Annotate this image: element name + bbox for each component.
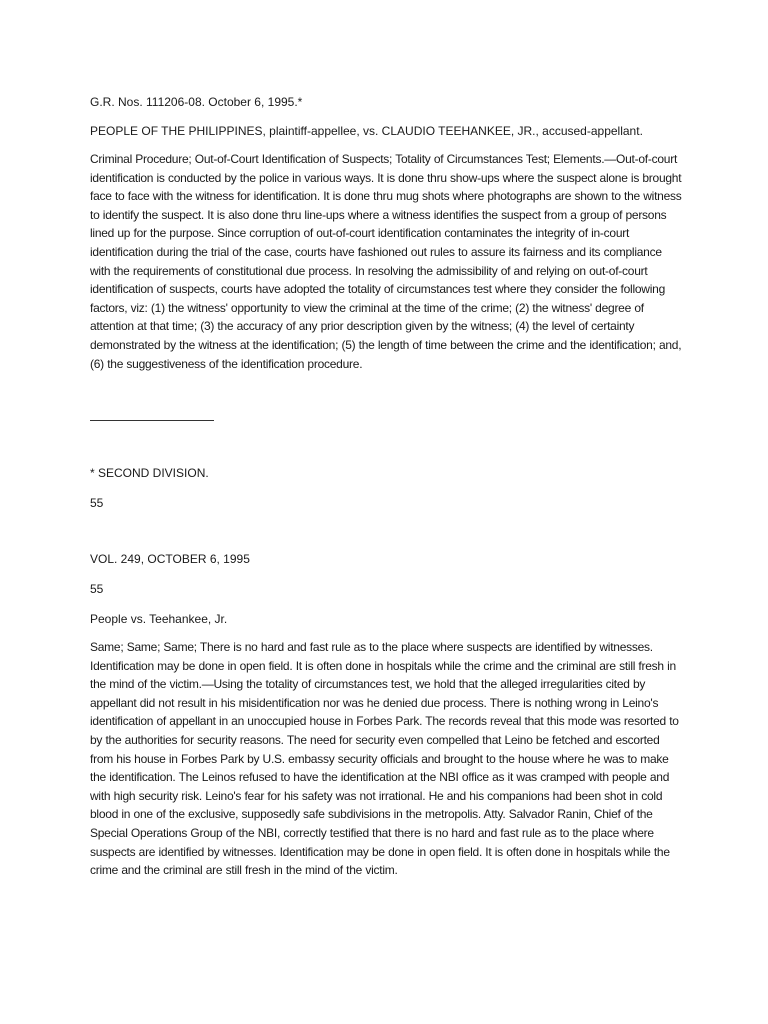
footnote-division: * SECOND DIVISION. xyxy=(90,466,209,480)
case-parties: PEOPLE OF THE PHILIPPINES, plaintiff-appellee, vs. CLAUDIO TEEHANKEE, JR., accused-appellant. xyxy=(90,124,643,138)
syllabus-paragraph-1: Criminal Procedure; Out-of-Court Identification of Suspects; Totality of Circumstances Test; Elements.—Out-of-court identification is conducted by the police in various ways. It is done thru show-ups where the suspect alone is brought face to face with the witness for identification. It is done thru mug shots where photographs are shown to the witness to identify the suspect. It is also done thru line-ups where a witness identifies the suspect from a group of persons lined up for the purpose. Since corruption of out-of-court identification contaminates the integrity of in-court identification during the trial of the case, courts have fashioned out rules to assure its fairness and its compliance with the requirements of constitutional due process. In resolving the admissibility of and relying on out-of-court identification of suspects, courts have adopted the totality of circumstances test where they consider the following factors, viz: (1) the witness' opportunity to view the criminal at the time of the crime; (2) the witness' degree of attention at that time; (3) the accuracy of any prior description given by the witness; (4) the level of certainty demonstrated by the witness at the identification; (5) the length of time between the crime and the identification; and, (6) the suggestiveness of the identification procedure. xyxy=(90,152,682,371)
footnote-rule-text xyxy=(90,396,682,412)
page-number-top: 55 xyxy=(90,582,104,596)
page-number-bottom: 55 xyxy=(90,496,104,510)
case-citation: G.R. Nos. 111206-08. October 6, 1995.* xyxy=(90,95,303,109)
running-head: VOL. 249, OCTOBER 6, 1995 xyxy=(90,552,250,566)
footnote-divider xyxy=(90,420,214,421)
syllabus-paragraph-2: Same; Same; Same; There is no hard and fast rule as to the place where suspects are identified by witnesses. Identification may be done in open field. It is often done in hospitals while the crime and the criminal are still fresh in the mind of the victim.—Using the totality of circumstances test, we hold that the alleged irregularities cited by appellant did not result in his misidentification nor was he denied due process. There is nothing wrong in Leino's identification of appellant in an unoccupied house in Forbes Park. The records reveal that this mode was resorted to by the authorities for security reasons. The need for security even compelled that Leino be fetched and escorted from his house in Forbes Park by U.S. embassy security officials and brought to the house where he was to make the identification. The Leinos refused to have the identification at the NBI office as it was cramped with people and with high security risk. Leino's fear for his safety was not irrational. He and his companions had been shot in cold blood in one of the exclusive, supposedly safe subdivisions in the metropolis. Atty. Salvador Ranin, Chief of the Special Operations Group of the NBI, correctly testified that there is no hard and fast rule as to the place where suspects are identified by witnesses. Identification may be done in open field. It is often done in hospitals while the crime and the criminal are still fresh in the mind of the victim. xyxy=(90,640,679,878)
case-short-title: People vs. Teehankee, Jr. xyxy=(90,612,228,626)
